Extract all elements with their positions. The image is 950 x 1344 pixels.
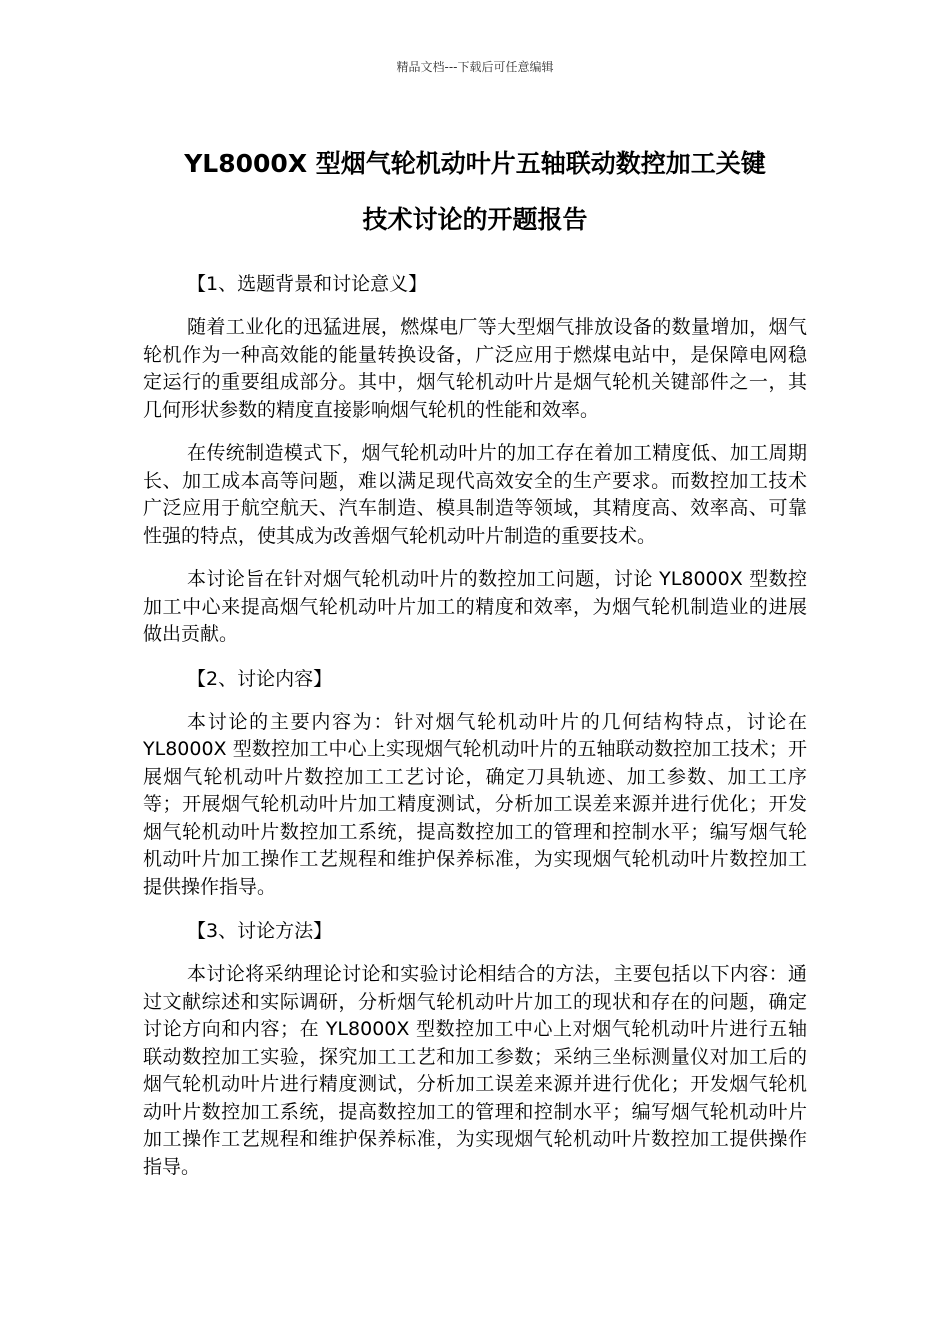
section-content bbox=[143, 665, 807, 902]
section-heading: 【1、选题背景和讨论意义】 bbox=[187, 273, 428, 295]
section-heading: 【3、讨论方法】 bbox=[187, 920, 333, 942]
document-body bbox=[143, 270, 807, 1197]
paragraph: 本讨论旨在针对烟气轮机动叶片的数控加工问题，讨论 YL8000X 型数控加工中心来提高烟气轮机动叶片加工的精度和效率，为烟气轮机制造业的进展做出贡献。 bbox=[143, 568, 807, 645]
title-line-2: 技术讨论的开题报告 bbox=[362, 205, 588, 234]
paragraph: 随着工业化的迅猛进展，燃煤电厂等大型烟气排放设备的数量增加，烟气轮机作为一种高效能的能量转换设备，广泛应用于燃煤电站中，是保障电网稳定运行的重要组成部分。其中，烟气轮机动叶片是烟气轮机关键部件之一，其几何形状参数的精度直接影响烟气轮机的性能和效率。 bbox=[143, 316, 807, 421]
paragraph: 本讨论将采纳理论讨论和实验讨论相结合的方法，主要包括以下内容：通过文献综述和实际调研，分析烟气轮机动叶片加工的现状和存在的问题，确定讨论方向和内容；在 YL8000X 型数控加工中心上对烟气轮机动叶片进行五轴联动数控加工实验，探究加工工艺和加工参数；采纳三坐标测量仪对加工后的烟气轮机动叶片进行精度测试，分析加工误差来源并进行优化；开发烟气轮机动叶片数控加工系统，提高数控加工的管理和控制水平；编写烟气轮机动叶片加工操作工艺规程和维护保养标准，为实现烟气轮机动叶片数控加工提供操作指导。 bbox=[143, 963, 807, 1178]
title-line-1: YL8000X 型烟气轮机动叶片五轴联动数控加工关键 bbox=[184, 149, 766, 178]
page-header-note: 精品文档---下载后可任意编辑 bbox=[396, 60, 554, 74]
section-background bbox=[143, 270, 807, 649]
section-method bbox=[143, 917, 807, 1181]
paragraph: 本讨论的主要内容为：针对烟气轮机动叶片的几何结构特点，讨论在 YL8000X 型数控加工中心上实现烟气轮机动叶片的五轴联动数控加工技术；开展烟气轮机动叶片数控加工工艺讨论，确定刀具轨迹、加工参数、加工工序等；开展烟气轮机动叶片加工精度测试，分析加工误差来源并进行优化；开发烟气轮机动叶片数控加工系统，提高数控加工的管理和控制水平；编写烟气轮机动叶片加工操作工艺规程和维护保养标准，为实现烟气轮机动叶片数控加工提供操作指导。 bbox=[143, 710, 807, 898]
document-title bbox=[120, 136, 830, 248]
paragraph: 在传统制造模式下，烟气轮机动叶片的加工存在着加工精度低、加工周期长、加工成本高等问题，难以满足现代高效安全的生产要求。而数控加工技术广泛应用于航空航天、汽车制造、模具制造等领域，其精度高、效率高、可靠性强的特点，使其成为改善烟气轮机动叶片制造的重要技术。 bbox=[143, 442, 807, 547]
section-heading: 【2、讨论内容】 bbox=[187, 667, 333, 690]
